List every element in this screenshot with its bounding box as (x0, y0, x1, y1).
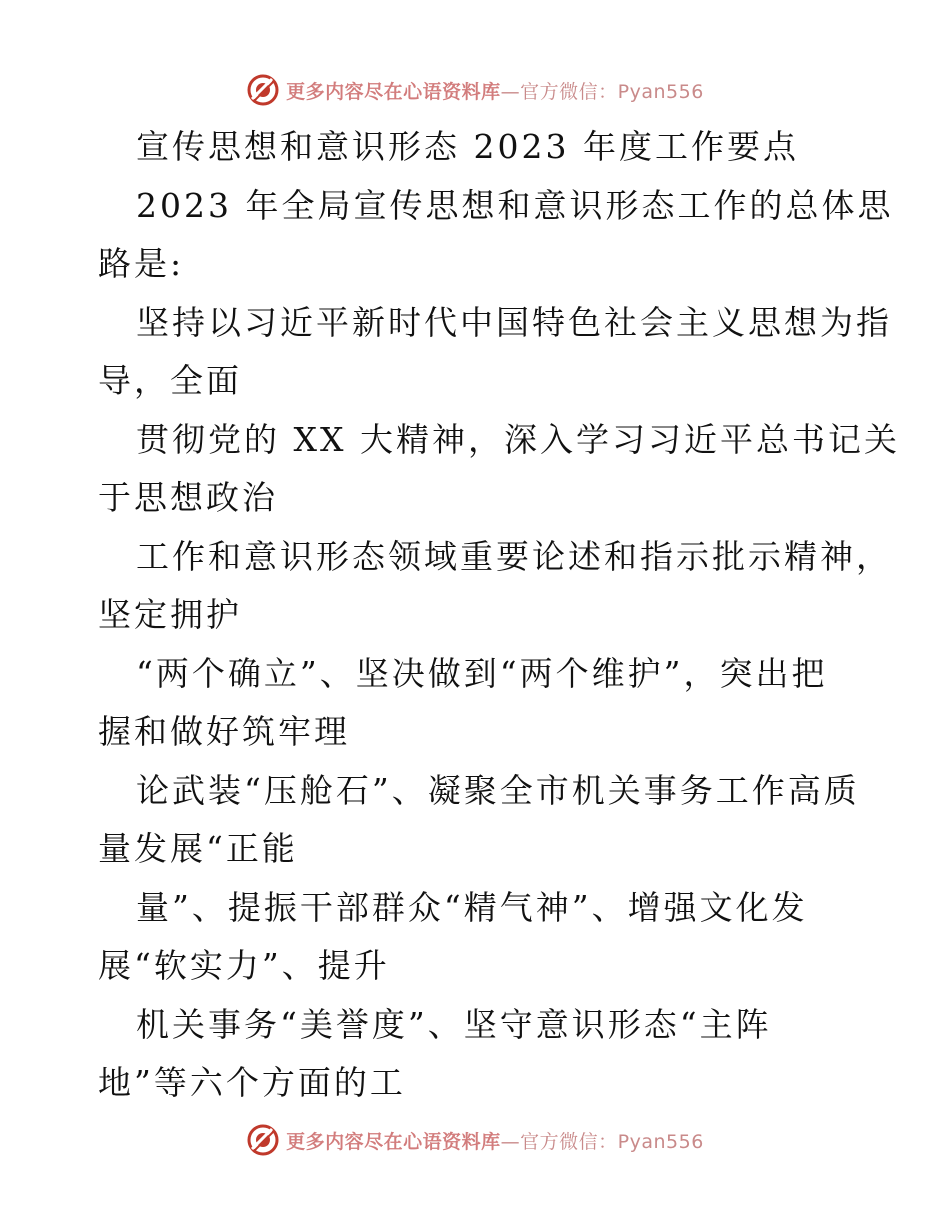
header-watermark (0, 70, 950, 110)
watermark-brand: 更多内容尽在心语资料库 (286, 80, 501, 103)
paragraph-line: “两个确立”、坚决做到“两个维护”，突出把 (136, 653, 828, 693)
paragraph-line: 导，全面 (98, 361, 242, 400)
paragraph-line: 量”、提振干部群众“精气神”、增强文化发 (136, 887, 808, 927)
paragraph-line: 于思想政治 (98, 478, 278, 517)
paragraph-line: 贯彻党的 XX 大精神，深入学习习近平总书记关 (136, 419, 900, 459)
paragraph-line: 握和做好筑牢理 (98, 712, 350, 751)
footer-watermark (0, 1120, 950, 1160)
logo-icon (246, 73, 280, 107)
watermark-text (286, 1127, 704, 1154)
paragraph-line: 展“软实力”、提升 (98, 946, 390, 985)
paragraph-line: 论武装“压舱石”、凝聚全市机关事务工作高质 (136, 770, 860, 810)
watermark-contact: —官方微信：Pyan556 (500, 80, 704, 103)
paragraph-line: 量发展“正能 (98, 829, 298, 868)
paragraph-line: 机关事务“美誉度”、坚守意识形态“主阵 (136, 1004, 772, 1044)
watermark-text (286, 77, 704, 104)
paragraph-line: 路是: (98, 244, 185, 283)
paragraph-line: 坚持以习近平新时代中国特色社会主义思想为指 (136, 302, 892, 342)
paragraph-line: 坚定拥护 (98, 595, 242, 634)
watermark-contact: —官方微信：Pyan556 (500, 1130, 704, 1153)
watermark-brand: 更多内容尽在心语资料库 (286, 1130, 501, 1153)
paragraph-line: 2023 年全局宣传思想和意识形态工作的总体思 (136, 185, 894, 225)
document-body (98, 118, 900, 1113)
logo-icon (246, 1123, 280, 1157)
paragraph-line: 工作和意识形态领域重要论述和指示批示精神， (136, 536, 892, 576)
paragraph-line: 地”等六个方面的工 (98, 1063, 406, 1102)
document-title: 宣传思想和意识形态 2023 年度工作要点 (136, 127, 799, 166)
